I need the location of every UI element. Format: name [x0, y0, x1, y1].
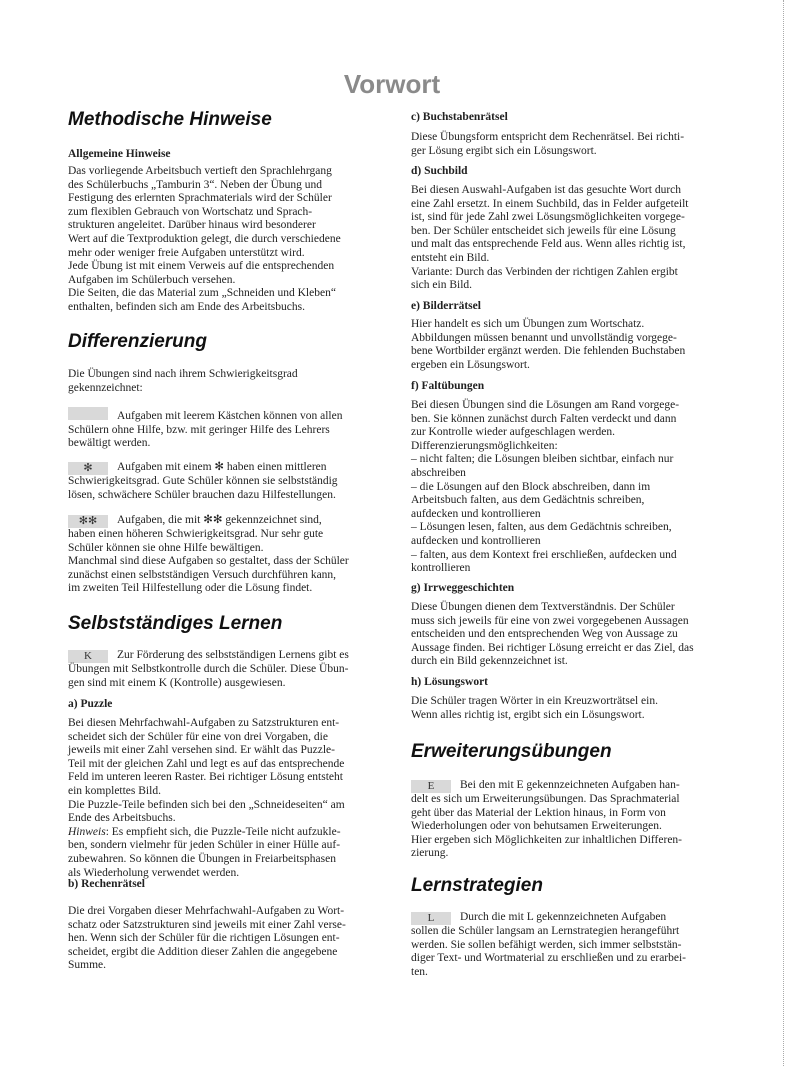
difficulty-box-empty — [68, 407, 108, 420]
paragraph-text: Aufgaben mit leerem Kästchen können von allen Schülern ohne Hilfe, bzw. mit geringer Hilfe des Lehrers bewältigt werden. — [68, 410, 343, 450]
subheading-irrweggeschichten: g) Irrweggeschichten — [411, 582, 515, 594]
paragraph-loesungswort: Die Schüler tragen Wörter in ein Kreuzworträtsel ein. Wenn alles richtig ist, ergibt sich ein Lösungswort. — [411, 695, 658, 721]
subheading-buchstabenraetsel: c) Buchstabenrätsel — [411, 111, 508, 123]
paragraph-text: Bei diesen Mehrfachwahl-Aufgaben zu Satzstrukturen ent- scheidet sich der Schüler für eine von drei Vorgaben, die jeweils mit einer Zahl versehen sind. Er wählt das Puzzle- Teil mit der gleichen Zahl und legt es auf das entsprechende Feld im unteren leeren Raster. Bei richtiger Lösung entsteht ein komplettes Bild. Die Puzzle-Teile befinden sich bei den „Schneideseiten“ am Ende des Arbeitsbuchs. — [68, 717, 345, 825]
paragraph-text: Aufgaben mit einem ✻ haben einen mittleren Schwierigkeitsgrad. Gute Schüler können sie selbstständig lösen, schwächere Schüler brauchen dazu Hilfestellungen. — [68, 461, 338, 501]
hint-label: Hinweis — [68, 825, 106, 838]
paragraph-rechenraetsel: Die drei Vorgaben dieser Mehrfachwahl-Aufgaben zu Wort- schatz oder Satzstrukturen sind jeweils mit einer Zahl verse- hen. Wenn sich der Schüler für die richtigen Lösungen ent- scheidet, ergibt die Addition dieser Zahlen die angegebene Summe. — [68, 905, 346, 972]
subheading-loesungswort: h) Lösungswort — [411, 676, 489, 688]
page-edge-dotted-line — [783, 0, 784, 1066]
paragraph-level-medium — [68, 461, 388, 502]
heading-selbststaendiges-lernen: Selbstständiges Lernen — [68, 613, 283, 634]
paragraph-kontrolle — [68, 649, 388, 690]
subheading-puzzle: a) Puzzle — [68, 698, 113, 710]
subheading-faltuebungen: f) Faltübungen — [411, 380, 485, 392]
paragraph-faltuebungen: Bei diesen Übungen sind die Lösungen am Rand vorgege- ben. Sie können zunächst durch Falten verdeckt und dann zur Kontrolle wieder aufgeschlagen werden. Differenzierungsmöglichkeiten: – nicht falten; die Lösungen bleiben sichtbar, einfach nur abschreiben – die Lösungen auf den Block abschreiben, dann im Arbeitsbuch falten, aus dem Gedächtnis schreiben, aufdecken und kontrollieren – Lösungen lesen, falten, aus dem Gedächtnis schreiben, aufdecken und kontrollieren – falten, aus dem Kontext frei erschließen, aufdecken und kontrollieren — [411, 399, 680, 575]
subheading-suchbild: d) Suchbild — [411, 165, 468, 177]
paragraph-differenzierung: Die Übungen sind nach ihrem Schwierigkeitsgrad gekennzeichnet: — [68, 368, 298, 394]
paragraph-erweiterung — [411, 779, 731, 861]
paragraph-buchstabenraetsel: Diese Übungsform entspricht dem Rechenrätsel. Bei richti- ger Lösung ergibt sich ein Lösungswort. — [411, 131, 685, 157]
marker-box-k: K — [68, 650, 108, 663]
subheading-bilderraetsel: e) Bilderrätsel — [411, 300, 481, 312]
paragraph-level-hard — [68, 514, 388, 596]
heading-erweiterungsuebungen: Erweiterungsübungen — [411, 741, 612, 762]
heading-methodische-hinweise: Methodische Hinweise — [68, 109, 272, 130]
page-title: Vorwort — [343, 69, 441, 100]
heading-differenzierung: Differenzierung — [68, 331, 208, 352]
paragraph-level-easy — [68, 407, 388, 451]
paragraph-text: Aufgaben, die mit ✻✻ gekennzeichnet sind, haben einen höheren Schwierigkeitsgrad. Nur sehr gute Schüler können sie ohne Hilfe bewältigen. Manchmal sind diese Aufgaben so gestaltet, dass der Schüler zunächst einen selbstständigen Versuch durchführen kann, im zweiten Teil Hilfestellung oder die Lösung findet. — [68, 514, 349, 595]
paragraph-text: Bei den mit E gekennzeichneten Aufgaben han- delt es sich um Erweiterungsübungen. Das Sprachmaterial geht über das Material der Lektion hinaus, in Form von Wiederholungen oder von behutsamen Erweiterungen. Hier ergeben sich Möglichkeiten zur inhaltlichen Differen- zierung. — [411, 779, 683, 860]
paragraph-irrweggeschichten: Diese Übungen dienen dem Textverständnis. Der Schüler muss sich jeweils für eine von zwei vorgegebenen Aussagen entscheiden und den entsprechenden Weg von Aussage zu Aussage finden. Bei richtiger Lösung erreicht er das Ziel, das durch ein Bild gekennzeichnet ist. — [411, 601, 694, 668]
paragraph-bilderraetsel: Hier handelt es sich um Übungen zum Wortschatz. Abbildungen müssen benannt und unvollständig vorgege- bene Wortbilder ergänzt werden. Die fehlenden Buchstaben ergeben ein Lösungswort. — [411, 318, 686, 371]
marker-box-e: E — [411, 780, 451, 793]
difficulty-box-star: ✻ — [68, 462, 108, 475]
difficulty-box-double-star: ✻✻ — [68, 515, 108, 528]
subheading-allgemeine-hinweise: Allgemeine Hinweise — [68, 148, 171, 160]
marker-box-l: L — [411, 912, 451, 925]
heading-lernstrategien: Lernstrategien — [411, 875, 543, 896]
paragraph-lernstrategien — [411, 911, 731, 979]
paragraph-allgemeine-hinweise: Das vorliegende Arbeitsbuch vertieft den Sprachlehrgang des Schülerbuchs „Tamburin 3“. Neben der Übung und Festigung des erlernten Sprachmaterials wird der Schüler zum flexiblen Gebrauch von Wortschatz und Sprach- strukturen angeleitet. Darüber hinaus wird besonderer Wert auf die Textproduktion gelegt, die durch verschiedene mehr oder weniger freie Aufgaben unterstützt wird. Jede Übung ist mit einem Verweis auf die entsprechenden Aufgaben im Schülerbuch versehen. Die Seiten, die das Material zum „Schneiden und Kleben“ enthalten, befinden sich am Ende des Arbeitsbuchs. — [68, 165, 341, 313]
paragraph-suchbild: Bei diesen Auswahl-Aufgaben ist das gesuchte Wort durch eine Zahl ersetzt. In einem Suchbild, das in Felder aufgeteilt ist, sind für jede Zahl zwei Lösungsmöglichkeiten vorgege- ben. Der Schüler entscheidet sich jeweils für eine Lösung und malt das entsprechende Feld aus. Wenn alles richtig ist, entsteht ein Bild. Variante: Durch das Verbinden der richtigen Zahlen ergibt sich ein Bild. — [411, 184, 689, 292]
paragraph-puzzle — [68, 717, 388, 880]
paragraph-text: : Es empfieht sich, die Puzzle-Teile nicht aufzukle- ben, sondern vielmehr für jeden Schüler in einer Hülle auf- zubewahren. So können die Übungen in Freiarbeitsphasen als Wiederholung verwendet werden. — [68, 825, 341, 879]
paragraph-text: Durch die mit L gekennzeichneten Aufgaben sollen die Schüler langsam an Lernstrategien herangeführt werden. Sie sollen befähigt werden, sich immer selbststän- diger Text- und Wortmaterial zu erschließen und zu erarbei- ten. — [411, 911, 687, 978]
subheading-rechenraetsel: b) Rechenrätsel — [68, 878, 145, 890]
paragraph-text: Zur Förderung des selbstständigen Lernens gibt es Übungen mit Selbstkontrolle durch die Schüler. Diese Übun- gen sind mit einem K (Kontrolle) ausgewiesen. — [68, 649, 349, 689]
